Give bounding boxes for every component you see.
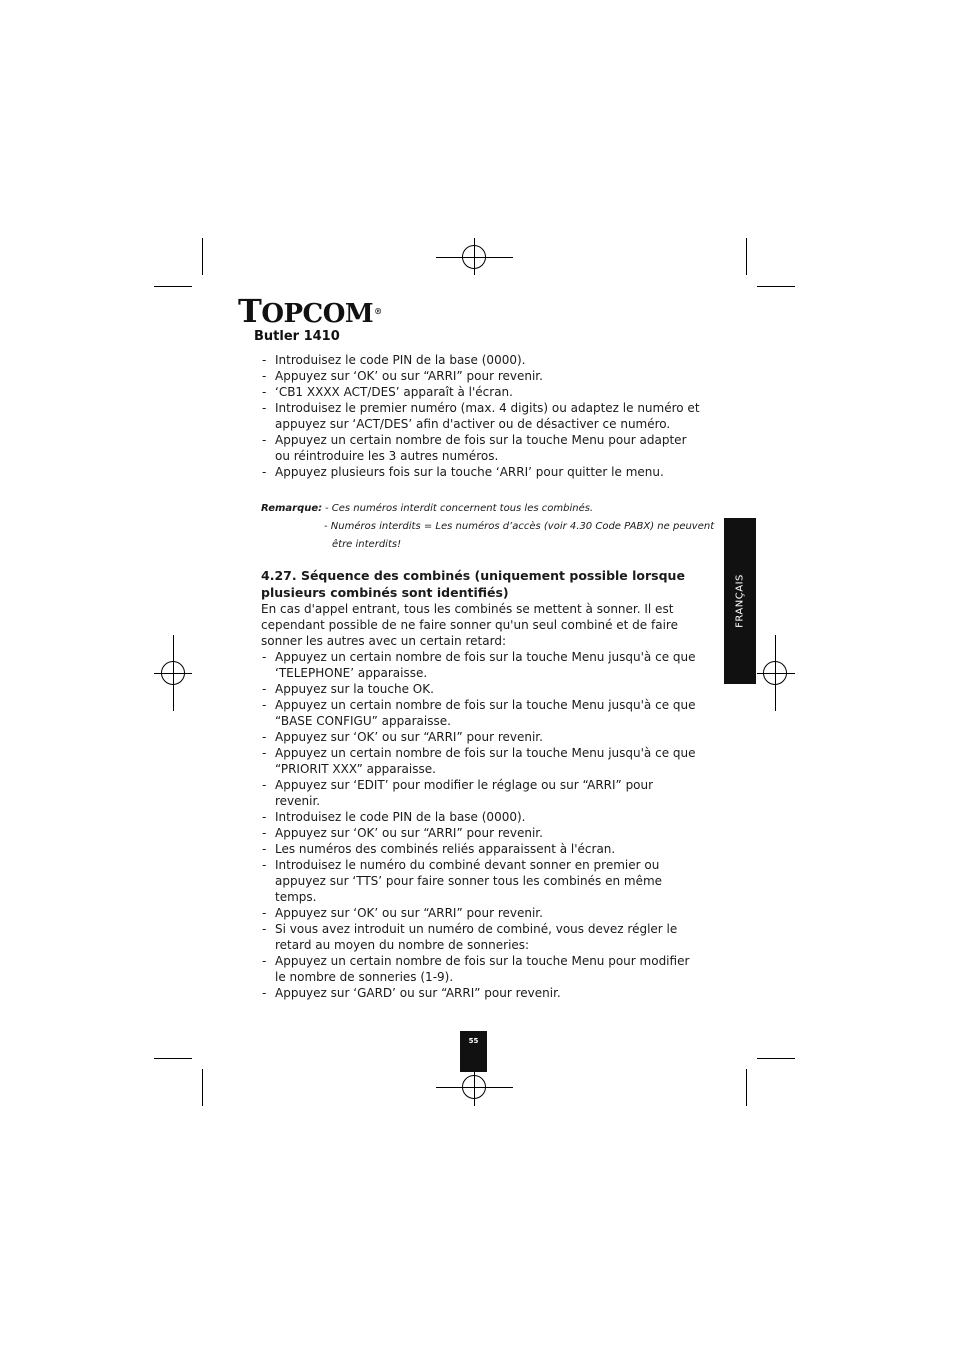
list-item: - Les numéros des combinés reliés apparaissent à l'écran. xyxy=(261,841,701,857)
registration-circle-icon xyxy=(763,661,787,685)
page-number-box xyxy=(460,1031,487,1072)
remark-line: être interdits! xyxy=(332,539,402,550)
remark-line: - Ces numéros interdit concernent tous les combinés. xyxy=(325,503,594,514)
crop-mark xyxy=(746,1069,747,1106)
instruction-list xyxy=(261,649,701,1001)
remark-note xyxy=(261,500,714,554)
list-item: - Appuyez un certain nombre de fois sur la touche Menu jusqu'à ce que “BASE CONFIGU” apparaisse. xyxy=(261,697,701,729)
page-number: 55 xyxy=(468,1037,479,1045)
list-item: - ‘CB1 XXXX ACT/DES’ apparaît à l'écran. xyxy=(261,384,701,400)
list-item: - Appuyez sur la touche OK. xyxy=(261,681,701,697)
list-item: - Appuyez un certain nombre de fois sur la touche Menu jusqu'à ce que ‘TELEPHONE’ apparaisse. xyxy=(261,649,701,681)
list-item: - Appuyez un certain nombre de fois sur la touche Menu pour adapter ou réintroduire les 3 autres numéros. xyxy=(261,432,701,464)
remark-line: - Numéros interdits = Les numéros d’accès (voir 4.30 Code PABX) ne peuvent xyxy=(324,521,715,532)
section-intro: En cas d'appel entrant, tous les combinés se mettent à sonner. Il est cependant possible de ne faire sonner qu'un seul combiné et de faire sonner les autres avec un certain retard: xyxy=(261,602,678,648)
list-item: - Introduisez le premier numéro (max. 4 digits) ou adaptez le numéro et appuyez sur ‘ACT/DES’ afin d'activer ou de désactiver ce numéro. xyxy=(261,400,701,432)
crop-mark xyxy=(757,1058,795,1059)
list-item: - Introduisez le code PIN de la base (0000). xyxy=(261,352,701,368)
crop-mark xyxy=(757,286,795,287)
list-item: - Appuyez plusieurs fois sur la touche ‘ARRI’ pour quitter le menu. xyxy=(261,464,701,480)
crop-mark xyxy=(202,238,203,275)
brand-logo xyxy=(238,292,382,344)
language-tab xyxy=(724,518,756,684)
registration-circle-icon xyxy=(161,661,185,685)
list-item: - Appuyez un certain nombre de fois sur la touche Menu jusqu'à ce que “PRIORIT XXX” apparaisse. xyxy=(261,745,701,777)
list-item: - Appuyez sur ‘OK’ ou sur “ARRI” pour revenir. xyxy=(261,825,701,841)
list-item: - Appuyez un certain nombre de fois sur la touche Menu pour modifier le nombre de sonneries (1-9). xyxy=(261,953,701,985)
crop-mark xyxy=(154,1058,192,1059)
instruction-list xyxy=(261,352,701,480)
section-heading: 4.27. Séquence des combinés (uniquement possible lorsque plusieurs combinés sont identifiés) xyxy=(261,568,685,600)
remark-label: Remarque: xyxy=(261,503,323,514)
list-item: - Appuyez sur ‘OK’ ou sur “ARRI” pour revenir. xyxy=(261,729,701,745)
list-item: - Introduisez le code PIN de la base (0000). xyxy=(261,809,701,825)
list-item: - Si vous avez introduit un numéro de combiné, vous devez régler le retard au moyen du nombre de sonneries: xyxy=(261,921,701,953)
registration-circle-icon xyxy=(462,245,486,269)
crop-mark xyxy=(746,238,747,275)
language-tab-label: FRANÇAIS xyxy=(734,574,746,628)
registration-circle-icon xyxy=(462,1075,486,1099)
list-item: - Introduisez le numéro du combiné devant sonner en premier ou appuyez sur ‘TTS’ pour faire sonner tous les combinés en même temps. xyxy=(261,857,701,905)
model-name: Butler 1410 xyxy=(254,329,340,344)
list-item: - Appuyez sur ‘OK’ ou sur “ARRI” pour revenir. xyxy=(261,368,701,384)
brand-name: TOPCOM® xyxy=(238,292,382,330)
list-item: - Appuyez sur ‘OK’ ou sur “ARRI” pour revenir. xyxy=(261,905,701,921)
list-item: - Appuyez sur ‘EDIT’ pour modifier le réglage ou sur “ARRI” pour revenir. xyxy=(261,777,701,809)
list-item: - Appuyez sur ‘GARD’ ou sur “ARRI” pour revenir. xyxy=(261,985,701,1001)
crop-mark xyxy=(202,1069,203,1106)
crop-mark xyxy=(154,286,192,287)
